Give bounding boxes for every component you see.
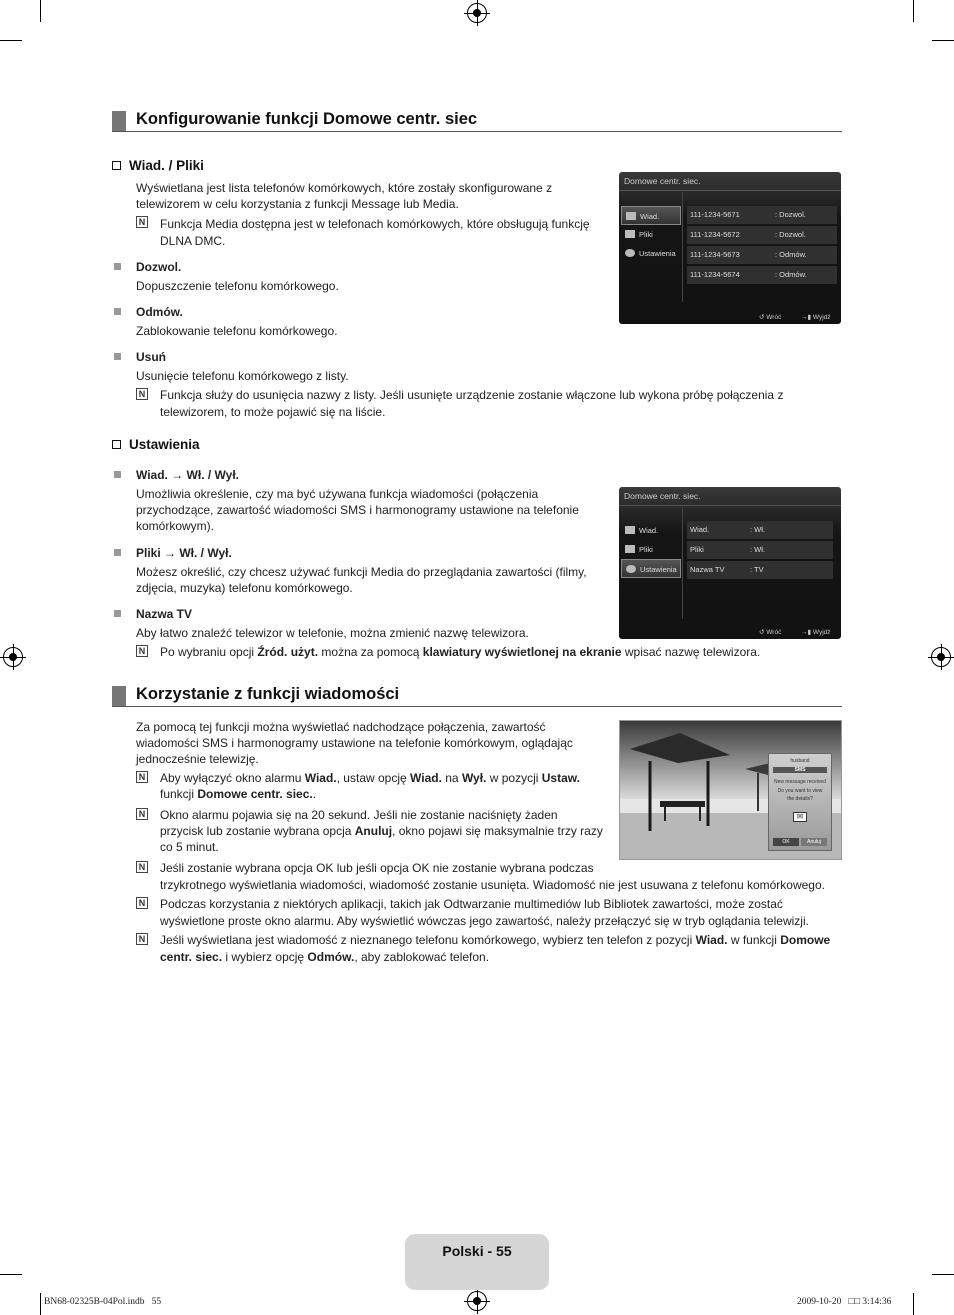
screen-header: Domowe centr. siec. — [624, 176, 701, 186]
note-icon: N — [136, 861, 148, 873]
note-icon: N — [136, 897, 148, 909]
gear-icon — [625, 249, 635, 257]
note-text: Funkcja służy do usunięcia nazwy z listy. Jeśli usunięte urządzenie zostanie włączone lub wykona próbę połączenia z — [160, 388, 784, 402]
popup-title: husband — [790, 758, 810, 764]
envelope-icon — [626, 212, 636, 220]
page-number-box — [405, 1234, 549, 1290]
registration-mark-icon — [931, 647, 951, 667]
paragraph: zdjęcia, muzyka) telefonu komórkowego. — [136, 581, 353, 595]
note-text: Jeśli zostanie wybrana opcja OK lub jeśli opcja OK nie zostanie wybrana podczas — [160, 861, 594, 875]
exit-button[interactable]: →▮ Wyjdź — [801, 629, 831, 636]
note-icon: N — [136, 216, 148, 228]
cancel-button[interactable]: Anuluj — [801, 838, 827, 846]
registration-mark-icon — [3, 647, 23, 667]
file-name: BN68-02325B-04Pol.indb 55 — [44, 1297, 162, 1307]
phone-row[interactable]: 111-1234-5672 : Dozwol. — [687, 226, 837, 244]
page-number: Polski - 55 — [442, 1243, 512, 1259]
tv-screen-phone-list — [619, 172, 841, 324]
bullet-square-icon — [114, 263, 121, 270]
note-text: Po wybraniu opcji Źród. użyt. można za pomocą klawiatury wyświetlonej na ekranie wpisać nazwę telewizora. — [160, 645, 761, 659]
section-title: Konfigurowanie funkcji Domowe centr. siec — [136, 110, 478, 128]
exit-button[interactable]: →▮ Wyjdź — [801, 314, 831, 321]
checkbox-icon — [112, 440, 121, 449]
section-heading — [112, 685, 842, 707]
note-icon: N — [136, 771, 148, 783]
note-text: Funkcja Media dostępna jest w telefonach komórkowych, które obsługują funkcję — [160, 217, 590, 231]
paragraph: wiadomości SMS i harmonogramy ustawione na telefonie komórkowym, oglądając — [136, 736, 573, 750]
menu-item-wiad[interactable]: Wiad. — [621, 521, 681, 540]
note-text: trzykrotnego wyświetlania wiadomości, wiadomość zostanie usunięta. Wiadomość nie jest usuwana z telefonu komórkowego. — [160, 878, 825, 892]
crop-mark — [913, 1293, 914, 1315]
setting-row[interactable]: Wiad. : Wł. — [687, 521, 833, 539]
paragraph: Aby łatwo znaleźć telewizor w telefonie, można zmienić nazwę telewizora. — [136, 626, 529, 640]
tv-screen-settings — [619, 487, 841, 639]
paragraph: Wyświetlana jest lista telefonów komórkowych, które zostały skonfigurowane z — [136, 181, 553, 195]
crop-mark — [40, 0, 41, 22]
popup-type: SMS — [773, 767, 827, 773]
note-icon: N — [136, 388, 148, 400]
note-text: przycisk lub zostanie wybrana opcja Anuluj, okno pojawi się maksymalnie trzy razy — [160, 824, 603, 838]
paragraph: przychodzące, zawartość wiadomości SMS i harmonogramy ustawione na telefonie — [136, 503, 579, 517]
section-title: Korzystanie z funkcji wiadomości — [136, 685, 400, 703]
note-text: Okno alarmu pojawia się na 20 sekund. Jeśli nie zostanie naciśnięty żaden — [160, 808, 558, 822]
crop-mark — [932, 40, 954, 41]
menu-item-wiad[interactable]: Wiad. — [621, 206, 681, 225]
paragraph: Możesz określić, czy chcesz używać funkcji Media do przeglądania zawartości (filmy, — [136, 565, 587, 579]
subheading-wiad-pliki: Wiad. / Pliki — [112, 158, 204, 173]
note-icon: N — [136, 808, 148, 820]
note-text: Aby wyłączyć okno alarmu Wiad., ustaw opcję Wiad. na Wył. w pozycji Ustaw. — [160, 771, 580, 785]
item-label: Nazwa TV — [136, 607, 193, 621]
item-desc: Dopuszczenie telefonu komórkowego. — [136, 279, 339, 293]
media-icon — [625, 230, 635, 238]
menu-item-ustawienia[interactable]: Ustawienia — [621, 244, 681, 263]
bullet-square-icon — [114, 308, 121, 315]
paragraph: komórkowym). — [136, 519, 215, 533]
media-icon — [625, 545, 635, 553]
envelope-icon — [625, 526, 635, 534]
note-text: co 5 minut. — [160, 840, 219, 854]
paragraph: Umożliwia określenie, czy ma być używana funkcja wiadomości (połączenia — [136, 487, 539, 501]
popup-text: New message received — [774, 779, 826, 785]
item-label: Dozwol. — [136, 260, 182, 274]
message-popup — [768, 753, 832, 851]
note-text: funkcji Domowe centr. siec.. — [160, 787, 317, 801]
bullet-square-icon — [114, 610, 121, 617]
checkbox-icon — [112, 161, 121, 170]
note-text: telewizorem, to może pojawić się na liście. — [160, 405, 386, 419]
item-label: Odmów. — [136, 305, 183, 319]
note-icon: N — [136, 645, 148, 657]
crop-mark — [913, 0, 914, 22]
envelope-icon: ✉ — [793, 812, 807, 822]
popup-text: Do you want to view — [777, 788, 823, 794]
menu-item-pliki[interactable]: Pliki — [621, 540, 681, 559]
registration-mark-icon — [467, 1291, 487, 1311]
item-desc: Usunięcie telefonu komórkowego z listy. — [136, 369, 349, 383]
note-text: DLNA DMC. — [160, 234, 226, 248]
note-text: wyświetlone proste okno alarmu. Aby wyświetlić wówczas jego zawartość, należy przełączyć się w tryb oglądania telewizji. — [160, 914, 809, 928]
crop-mark — [40, 1293, 41, 1315]
crop-mark — [0, 40, 22, 41]
note-text: Jeśli wyświetlana jest wiadomość z nieznanego telefonu komórkowego, wybierz ten telefon z pozycji Wiad. w funkcji Domowe — [160, 933, 831, 947]
bullet-square-icon — [114, 353, 121, 360]
item-desc: Zablokowanie telefonu komórkowego. — [136, 324, 338, 338]
note-icon: N — [136, 933, 148, 945]
item-label: Wiad. → Wł. / Wył. — [136, 468, 240, 482]
popup-text: the details? — [787, 796, 813, 802]
note-text: Podczas korzystania z niektórych aplikacji, takich jak Odtwarzanie multimediów lub Bibliotek zawartości, może zostać — [160, 897, 783, 911]
bullet-square-icon — [114, 549, 121, 556]
item-label: Usuń — [136, 350, 166, 364]
bullet-square-icon — [114, 471, 121, 478]
setting-row[interactable]: Nazwa TV : TV — [687, 561, 833, 579]
back-button[interactable]: ↺ Wróć — [759, 314, 782, 321]
paragraph: Za pomocą tej funkcji można wyświetlać nadchodzące połączenia, zawartość — [136, 720, 546, 734]
ok-button[interactable]: OK — [773, 838, 799, 846]
phone-row[interactable]: 111-1234-5671 : Dozwol. — [687, 206, 837, 224]
phone-row[interactable]: 111-1234-5673 : Odmów. — [687, 246, 837, 264]
section-heading — [112, 110, 842, 132]
paragraph: telewizorem w celu korzystania z funkcji Message lub Media. — [136, 197, 459, 211]
registration-mark-icon — [467, 3, 487, 23]
crop-mark — [932, 1274, 954, 1275]
screen-header: Domowe centr. siec. — [624, 491, 701, 501]
phone-row[interactable]: 111-1234-5674 : Odmów. — [687, 266, 837, 284]
item-label: Pliki → Wł. / Wył. — [136, 546, 232, 560]
paragraph: jednocześnie telewizję. — [136, 752, 259, 766]
setting-row[interactable]: Pliki : Wł. — [687, 541, 833, 559]
gear-icon — [626, 565, 636, 573]
menu-item-pliki[interactable]: Pliki — [621, 225, 681, 244]
note-text: centr. siec. i wybierz opcję Odmów., aby zablokować telefon. — [160, 950, 490, 964]
menu-item-ustawienia[interactable]: Ustawienia — [621, 559, 681, 578]
print-datetime: 2009-10-20 □□ 3:14:36 — [797, 1297, 892, 1307]
back-button[interactable]: ↺ Wróć — [759, 629, 782, 636]
beach-photo-with-message-popup — [619, 720, 842, 860]
crop-mark — [0, 1274, 22, 1275]
subheading-ustawienia: Ustawienia — [112, 437, 200, 452]
